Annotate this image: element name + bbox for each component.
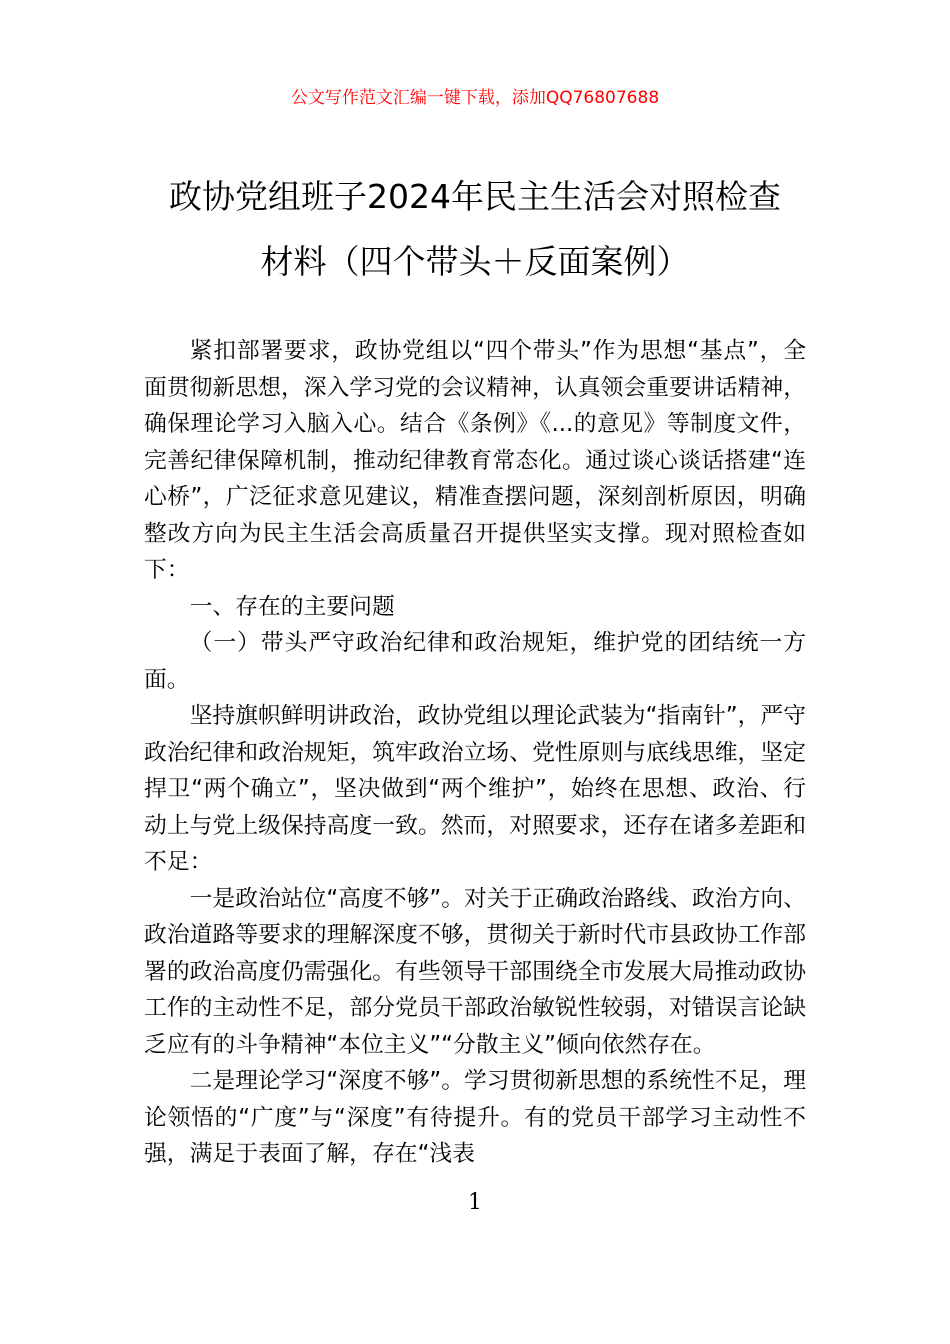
document-title-line-2: 材料（四个带头＋反面案例）: [260, 242, 690, 281]
subsection-heading: （一）带头严守政治纪律和政治规矩，维护党的团结统一方面。: [144, 630, 806, 693]
header-banner: 公文写作范文汇编一键下载，添加QQ76807688: [290, 88, 660, 108]
paragraph: 坚持旗帜鲜明讲政治，政协党组以理论武装为“指南针”，严守政治纪律和政治规矩，筑牢政治立场、党性原则与底线思维，坚定捍卫“两个确立”，坚决做到“两个维护”，始终在思想、政治、行动上与党上级保持高度一致。然而，对照要求，还存在诸多差距和不足：: [144, 703, 806, 875]
paragraph: 二是理论学习“深度不够”。学习贯彻新思想的系统性不足，理论领悟的“广度”与“深度”有待提升。有的党员干部学习主动性不强，满足于表面了解，存在“浅表: [144, 1068, 806, 1167]
document-body: [144, 333, 806, 1173]
page-number: 1: [468, 1190, 482, 1215]
section-heading: 一、存在的主要问题: [189, 593, 395, 620]
paragraph-intro: 紧扣部署要求，政协党组以“四个带头”作为思想“基点”，全面贯彻新思想，深入学习党的会议精神，认真领会重要讲话精神，确保理论学习入脑入心。结合《条例》《...的意见》等制度文件，完善纪律保障机制，推动纪律教育常态化。通过谈心谈话搭建“连心桥”，广泛征求意见建议，精准查摆问题，深刻剖析原因，明确整改方向为民主生活会高质量召开提供坚实支撑。现对照检查如下：: [144, 338, 806, 583]
document-title-line-1: 政协党组班子2024年民主生活会对照检查: [169, 177, 781, 216]
paragraph: 一是政治站位“高度不够”。对关于正确政治路线、政治方向、政治道路等要求的理解深度不够，贯彻关于新时代市县政协工作部署的政治高度仍需强化。有些领导干部围绕全市发展大局推动政协工作的主动性不足，部分党员干部政治敏锐性较弱，对错误言论缺乏应有的斗争精神“本位主义”“分散主义”倾向依然存在。: [144, 885, 806, 1058]
